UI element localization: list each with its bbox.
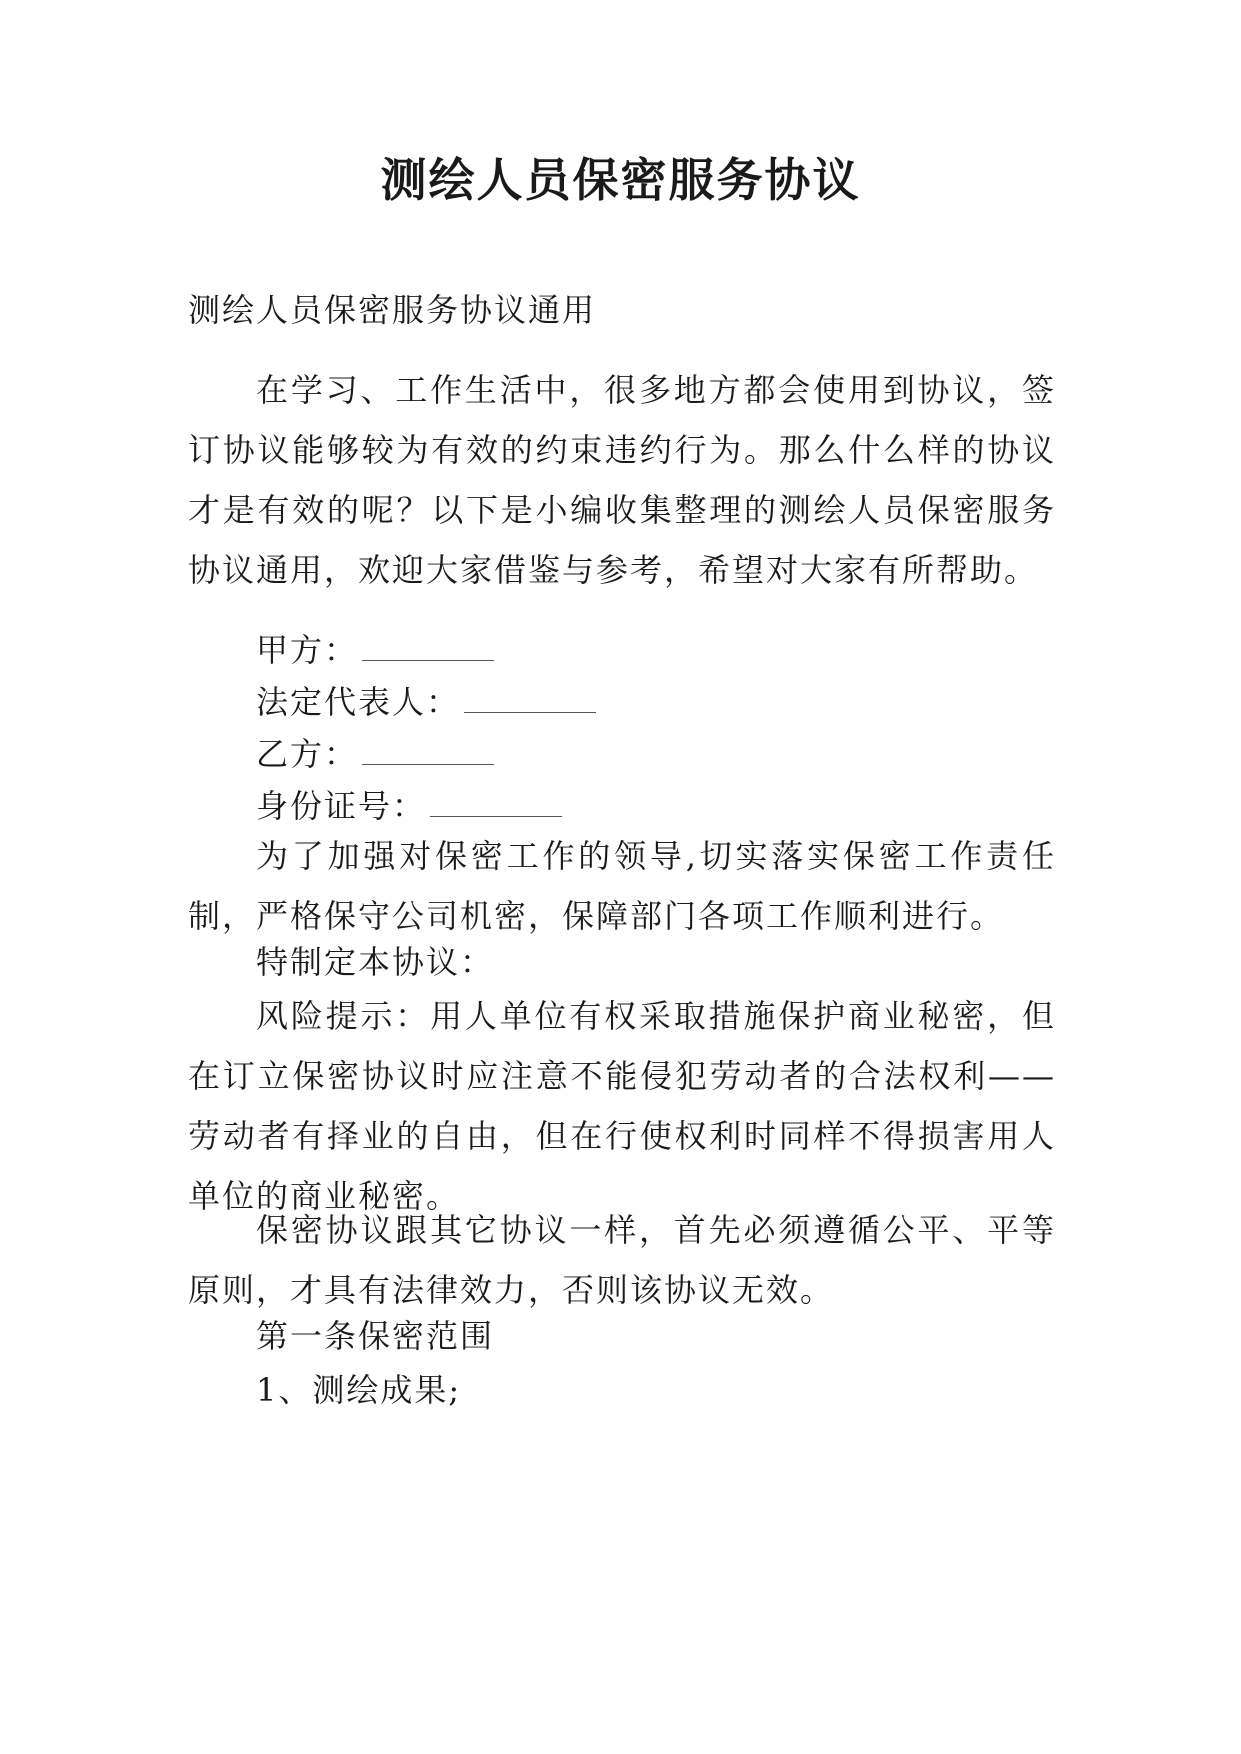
party-a-field <box>256 628 494 672</box>
fairness-paragraph: 保密协议跟其它协议一样，首先必须遵循公平、平等原则，才具有法律效力，否则该协议无效。 <box>188 1211 1056 1309</box>
purpose-paragraph: 为了加强对保密工作的领导,切实落实保密工作责任制，严格保守公司机密，保障部门各项工作顺利进行。 <box>188 837 1056 935</box>
party-b-blank <box>362 734 494 765</box>
special-paragraph: 特制定本协议： <box>256 943 495 981</box>
legal-rep-field <box>256 680 596 724</box>
intro-paragraph: 在学习、工作生活中，很多地方都会使用到协议，签订协议能够较为有效的约束违约行为。那么什么样的协议才是有效的呢？以下是小编收集整理的测绘人员保密服务协议通用，欢迎大家借鉴与参考，希望对大家有所帮助。 <box>188 371 1056 589</box>
risk-paragraph: 风险提示：用人单位有权采取措施保护商业秘密，但在订立保密协议时应注意不能侵犯劳动者的合法权利——劳动者有择业的自由，但在行使权利时同样不得损害用人单位的商业秘密。 <box>188 997 1056 1215</box>
article-1-item-1: 1、测绘成果; <box>256 1371 462 1409</box>
document-title: 测绘人员保密服务协议 <box>380 153 861 207</box>
id-number-blank <box>430 786 562 817</box>
legal-rep-label: 法定代表人： <box>256 683 461 721</box>
document-subtitle: 测绘人员保密服务协议通用 <box>188 291 597 329</box>
legal-rep-blank <box>464 682 596 713</box>
party-b-label: 乙方： <box>256 735 359 773</box>
party-b-field <box>256 732 494 776</box>
id-number-label: 身份证号： <box>256 787 427 825</box>
id-number-field <box>256 784 562 828</box>
party-a-blank <box>362 630 494 661</box>
party-a-label: 甲方： <box>256 631 359 669</box>
article-1-heading: 第一条保密范围 <box>256 1317 495 1355</box>
